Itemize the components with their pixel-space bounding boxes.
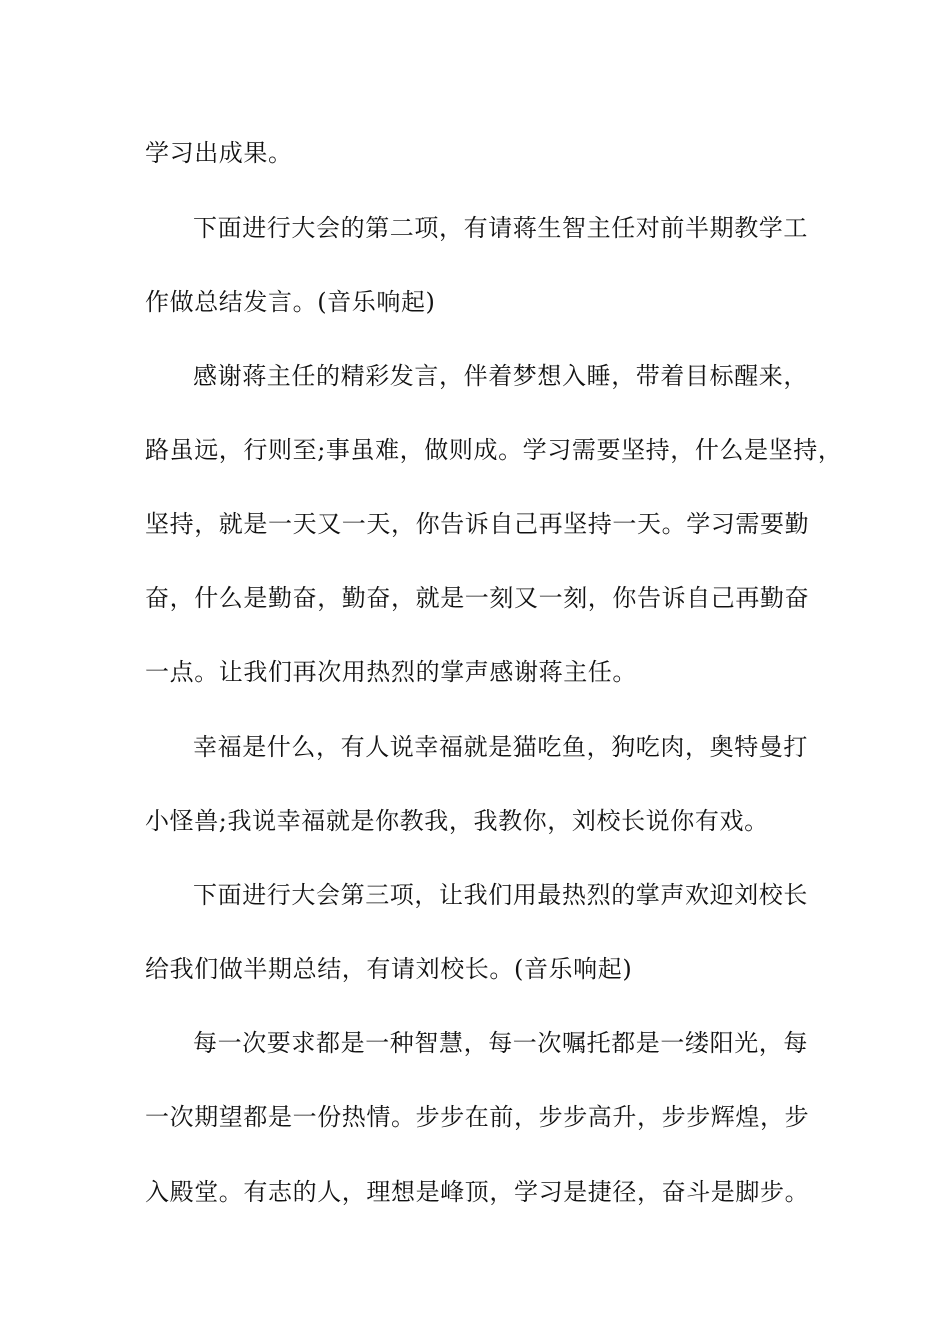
- text-line: 奋，什么是勤奋，勤奋，就是一刻又一刻，你告诉自己再勤奋: [145, 584, 810, 612]
- paragraph-first-line: 感谢蒋主任的精彩发言，伴着梦想入睡，带着目标醒来，: [193, 362, 808, 390]
- paragraph-first-line: 下面进行大会第三项，让我们用最热烈的掌声欢迎刘校长: [193, 881, 808, 909]
- paragraph-first-line: 下面进行大会的第二项，有请蒋生智主任对前半期教学工: [193, 214, 808, 242]
- text-line: 坚持，就是一天又一天，你告诉自己再坚持一天。学习需要勤: [145, 510, 810, 538]
- text-line: 路虽远，行则至;事虽难，做则成。学习需要坚持，什么是坚持，: [145, 436, 843, 464]
- text-line: 给我们做半期总结，有请刘校长。(音乐响起): [145, 955, 633, 983]
- text-line: 入殿堂。有志的人，理想是峰顶，学习是捷径，奋斗是脚步。: [145, 1178, 810, 1206]
- text-line: 作做总结发言。(音乐响起): [145, 288, 436, 316]
- text-line: 学习出成果。: [145, 139, 293, 167]
- text-line: 一点。让我们再次用热烈的掌声感谢蒋主任。: [145, 658, 637, 686]
- text-line: 一次期望都是一份热情。步步在前，步步高升，步步辉煌，步: [145, 1103, 810, 1131]
- paragraph-first-line: 幸福是什么，有人说幸福就是猫吃鱼，狗吃肉，奥特曼打: [193, 733, 808, 761]
- paragraph-first-line: 每一次要求都是一种智慧，每一次嘱托都是一缕阳光，每: [193, 1029, 808, 1057]
- text-line: 小怪兽;我说幸福就是你教我，我教你，刘校长说你有戏。: [145, 807, 769, 835]
